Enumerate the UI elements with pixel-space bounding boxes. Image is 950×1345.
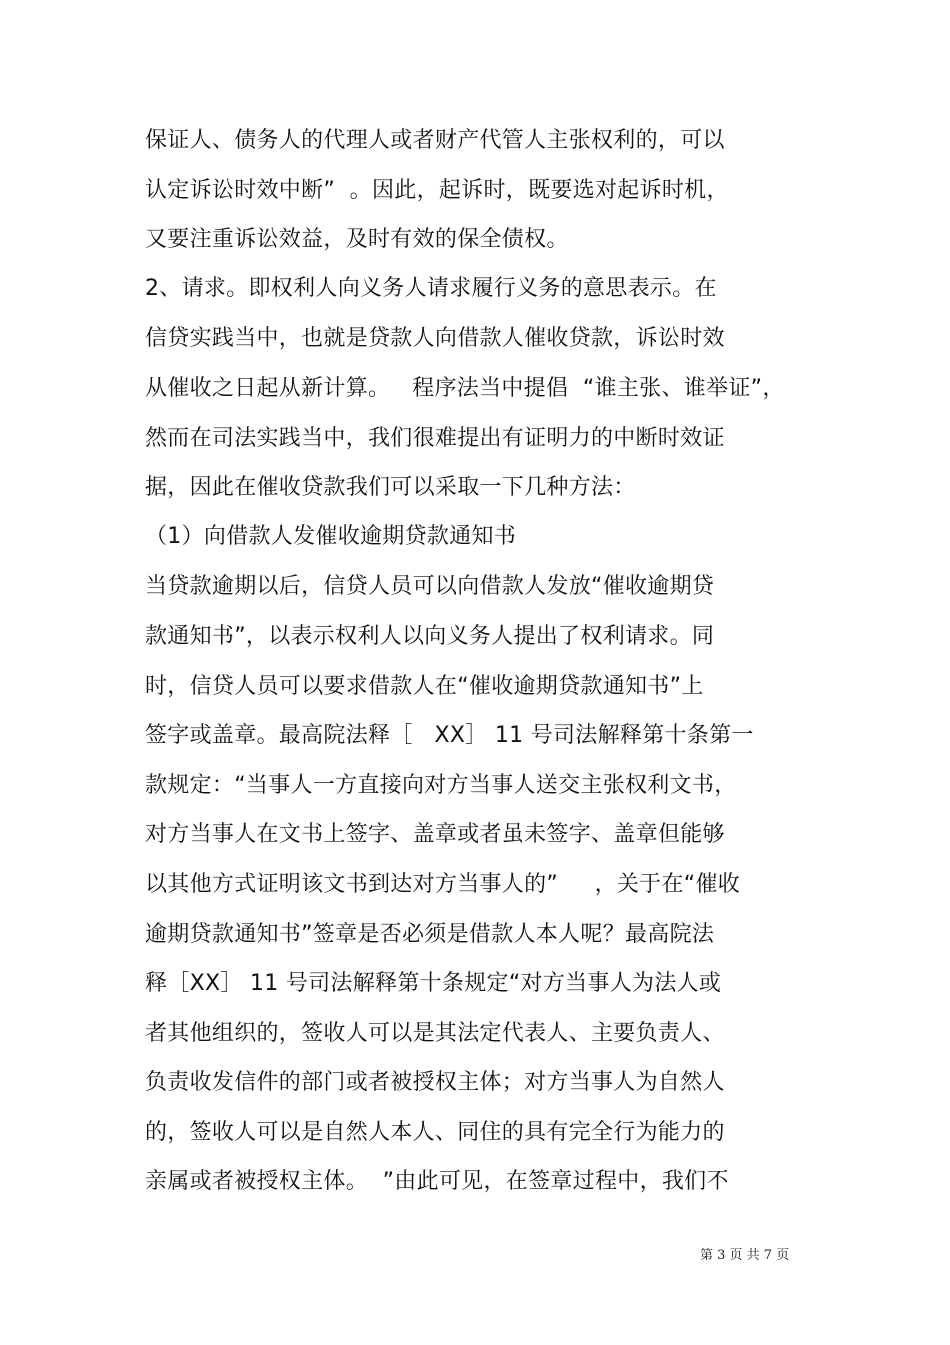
text-line: 保证人、债务人的代理人或者财产代管人主张权利的，可以 bbox=[145, 128, 725, 153]
text-line: 对方当事人在文书上签字、盖章或者虽未签字、盖章但能够 bbox=[145, 822, 725, 847]
text-line: 又要注重诉讼效益，及时有效的保全债权。 bbox=[145, 227, 569, 252]
text-line: 逾期贷款通知书”签章是否必须是借款人本人呢？最高院法 bbox=[145, 922, 715, 947]
page-number-footer: 第 3 页 共 7 页 bbox=[700, 1248, 790, 1263]
text-line: 认定诉讼时效中断” 。因此，起诉时，既要选对起诉时机， bbox=[145, 178, 729, 203]
text-line: 负责收发信件的部门或者被授权主体；对方当事人为自然人 bbox=[145, 1070, 725, 1095]
text-line: （1）向借款人发催收逾期贷款通知书 bbox=[145, 524, 517, 549]
text-line: 款规定：“当事人一方直接向对方当事人送交主张权利文书， bbox=[145, 773, 737, 798]
text-line: 当贷款逾期以后，信贷人员可以向借款人发放“催收逾期贷 bbox=[145, 574, 715, 599]
text-line: 款通知书”，以表示权利人以向义务人提出了权利请求。同 bbox=[145, 624, 715, 649]
text-line: 从催收之日起从新计算。 程序法当中提倡 “谁主张、谁举证”， bbox=[145, 376, 785, 401]
text-line: 时，信贷人员可以要求借款人在“催收逾期贷款通知书”上 bbox=[145, 674, 704, 699]
text-line: 据，因此在催收贷款我们可以采取一下几种方法： bbox=[145, 475, 636, 500]
text-line: 以其他方式证明该文书到达对方当事人的” ，关于在“催收 bbox=[145, 872, 741, 897]
text-line: 签字或盖章。最高院法释［ XX］ 11 号司法解释第十条第一 bbox=[145, 723, 754, 748]
text-line: 信贷实践当中，也就是贷款人向借款人催收贷款，诉讼时效 bbox=[145, 326, 725, 351]
text-line: 的，签收人可以是自然人本人、同住的具有完全行为能力的 bbox=[145, 1120, 725, 1145]
text-line: 亲属或者被授权主体。 ”由此可见，在签章过程中，我们不 bbox=[145, 1169, 729, 1194]
text-line: 2、请求。即权利人向义务人请求履行义务的意思表示。在 bbox=[145, 276, 717, 301]
text-line: 然而在司法实践当中，我们很难提出有证明力的中断时效证 bbox=[145, 426, 725, 451]
text-line: 释［XX］ 11 号司法解释第十条规定“对方当事人为法人或 bbox=[145, 971, 722, 996]
text-line: 者其他组织的，签收人可以是其法定代表人、主要负责人、 bbox=[145, 1021, 725, 1046]
